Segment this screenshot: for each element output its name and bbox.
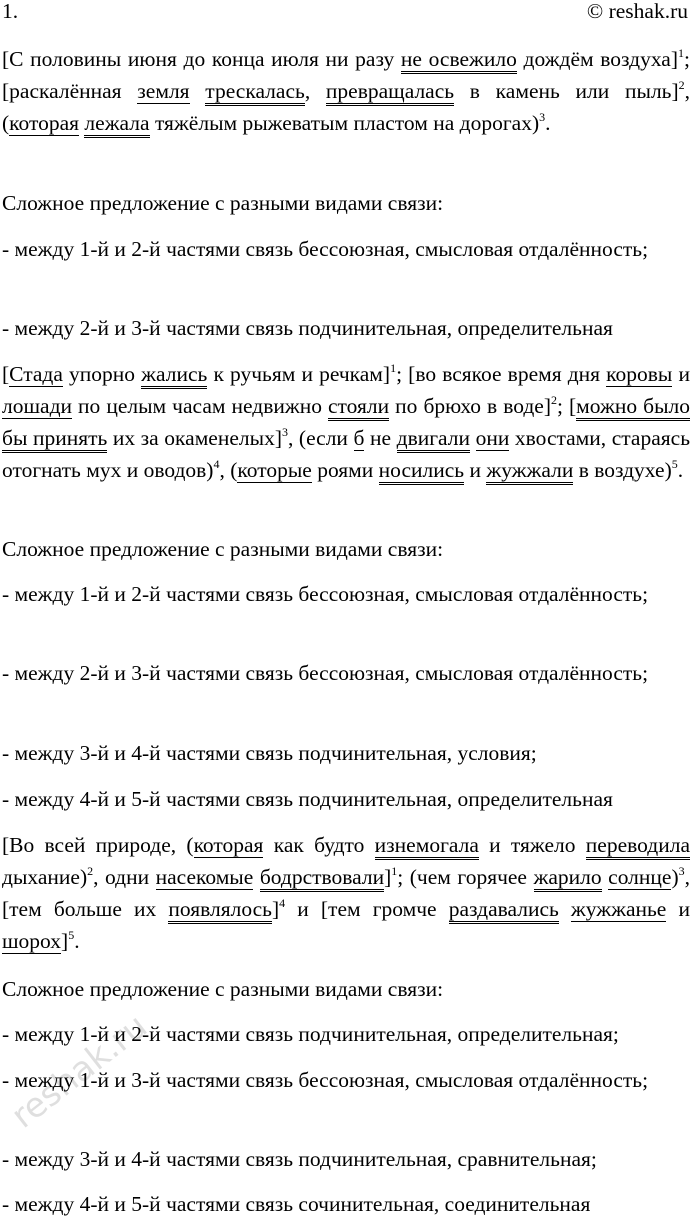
predicate: не освежило [401,47,517,74]
part-index: 1 [391,864,398,878]
subject: земля [137,79,190,103]
text-span: дождём воздуха] [516,47,679,71]
site-credit: © reshak.ru [586,0,688,23]
part-index: 4 [279,896,286,910]
part-index: 3 [539,110,546,124]
predicate: бодрствовали [260,865,384,892]
subject: которая [193,833,264,857]
text-span: [ [2,362,10,386]
summary-item: - между 1-й и 2-й частями связь бессоюзная, смысловая отдалённость; [2,237,649,261]
predicate: можно было бы принять [2,394,690,453]
summary-title: Сложное предложение с разными видами связи: [2,537,444,561]
predicate: раздавались [449,897,559,924]
text-span: [Во всей природе, ( [2,833,194,857]
sentence-2-analysis [2,358,690,486]
text-span: ; (чем горячее [397,865,534,889]
part-index: 5 [68,928,75,942]
text-span: по брюхо в воде] [389,394,552,418]
particle: б [353,426,365,450]
text-span: [С половины июня до конца июля ни разу [2,47,401,71]
page-header [2,0,688,26]
text-span: ] [384,865,392,889]
part-index: 2 [87,864,94,878]
part-index: 2 [678,78,685,92]
text-span [559,897,571,921]
text-span: по целым часам недвижно [72,394,329,418]
part-index: 5 [671,457,678,471]
part-index: 1 [678,46,685,60]
text-span: . [545,111,551,135]
summary-title: Сложное предложение с разными видами связи: [2,191,444,215]
text-span: . [74,929,80,953]
sentence-1-analysis [2,43,690,139]
subject: шорох [2,929,62,953]
part-index: 2 [551,393,558,407]
summary-item: - между 1-й и 2-й частями связь бессоюзная, смысловая отдалённость; [2,582,649,606]
text-span [190,79,206,103]
text-span [253,865,260,889]
text-span: . [677,458,684,482]
text-span: ] [271,897,280,921]
text-span: их за окаменелых] [107,426,282,450]
predicate: переводила [586,833,690,860]
predicate: жужжали [486,458,573,485]
text-span: дыхание) [2,865,88,889]
part-index: 4 [213,457,220,471]
summary-item: - между 3-й и 4-й частями связь подчинительная, сравнительная; [2,1147,597,1171]
predicate: изнемогала [375,833,479,860]
subject: солнце [608,865,672,889]
text-span: и [тем громче [285,897,449,921]
text-span: тяжёлым рыжеватым пластом на дорогах) [149,111,540,135]
summary-item: - между 2-й и 3-й частями связь подчинительная, определительная [2,316,613,340]
text-span: к ручьям и речкам] [207,362,391,386]
summary-title: Сложное предложение с разными видами связи: [2,977,444,1001]
text-span: , одни [93,865,156,889]
text-span: ] [61,929,69,953]
subject: лошади [2,394,73,418]
task-number: 1. [2,0,19,23]
text-span: и [672,362,690,386]
text-span: роями [311,458,379,482]
text-span: в камень или пыль] [454,79,679,103]
subject: они [475,426,510,450]
summary-item: - между 1-й и 2-й частями связь подчинительная, определительная; [2,1022,619,1046]
text-span: и [666,897,690,921]
predicate: превращалась [326,79,454,106]
sentence-3-analysis [2,829,690,957]
text-span: хвостами, стараясь отогнать мух и оводов) [2,426,691,482]
predicate: стояли [328,394,389,421]
subject: Стада [9,362,63,386]
text-span: и тяжело [478,833,586,857]
part-index: 3 [281,425,288,439]
text-span: ; [ [557,394,577,418]
text-span: в воздухе) [573,458,672,482]
text-span [470,426,476,450]
subject: коровы [606,362,673,386]
text-span: , [304,79,326,103]
text-span: ; [во всякое время дня [396,362,607,386]
summary-item: - между 2-й и 3-й частями связь бессоюзная, смысловая отдалённость; [2,661,649,685]
text-span: , [тем больше их [2,865,690,921]
text-span: не [364,426,397,450]
text-span: , (если [287,426,354,450]
summary-item: - между 4-й и 5-й частями связь сочинительная, соединительная [2,1192,591,1216]
text-span: ) [671,865,679,889]
text-span: , ( [219,458,238,482]
predicate: жарило [534,865,602,892]
predicate: носились [379,458,464,485]
text-span: , ( [2,79,691,135]
text-span: ; [раскалённая [2,47,690,103]
predicate: жались [141,362,207,389]
subject: жужжанье [570,897,667,921]
predicate: лежала [84,111,149,138]
text-span: как будто [263,833,375,857]
part-index: 1 [390,361,397,375]
part-index: 3 [678,864,685,878]
summary-item: - между 4-й и 5-й частями связь подчинительная, определительная [2,787,613,811]
summary-item: - между 3-й и 4-й частями связь подчинительная, условия; [2,741,537,765]
subject: которая [9,111,80,135]
subject: насекомые [155,865,254,889]
subject: которые [237,458,312,482]
watermark: reshak.ru [4,1006,155,1137]
summary-item: - между 1-й и 3-й частями связь бессоюзная, смысловая отдалённость; [2,1068,649,1092]
text-span: и [464,458,487,482]
text-span: упорно [62,362,142,386]
predicate: появлялось [168,897,272,924]
predicate: двигали [397,426,470,453]
predicate: трескалась [205,79,305,106]
